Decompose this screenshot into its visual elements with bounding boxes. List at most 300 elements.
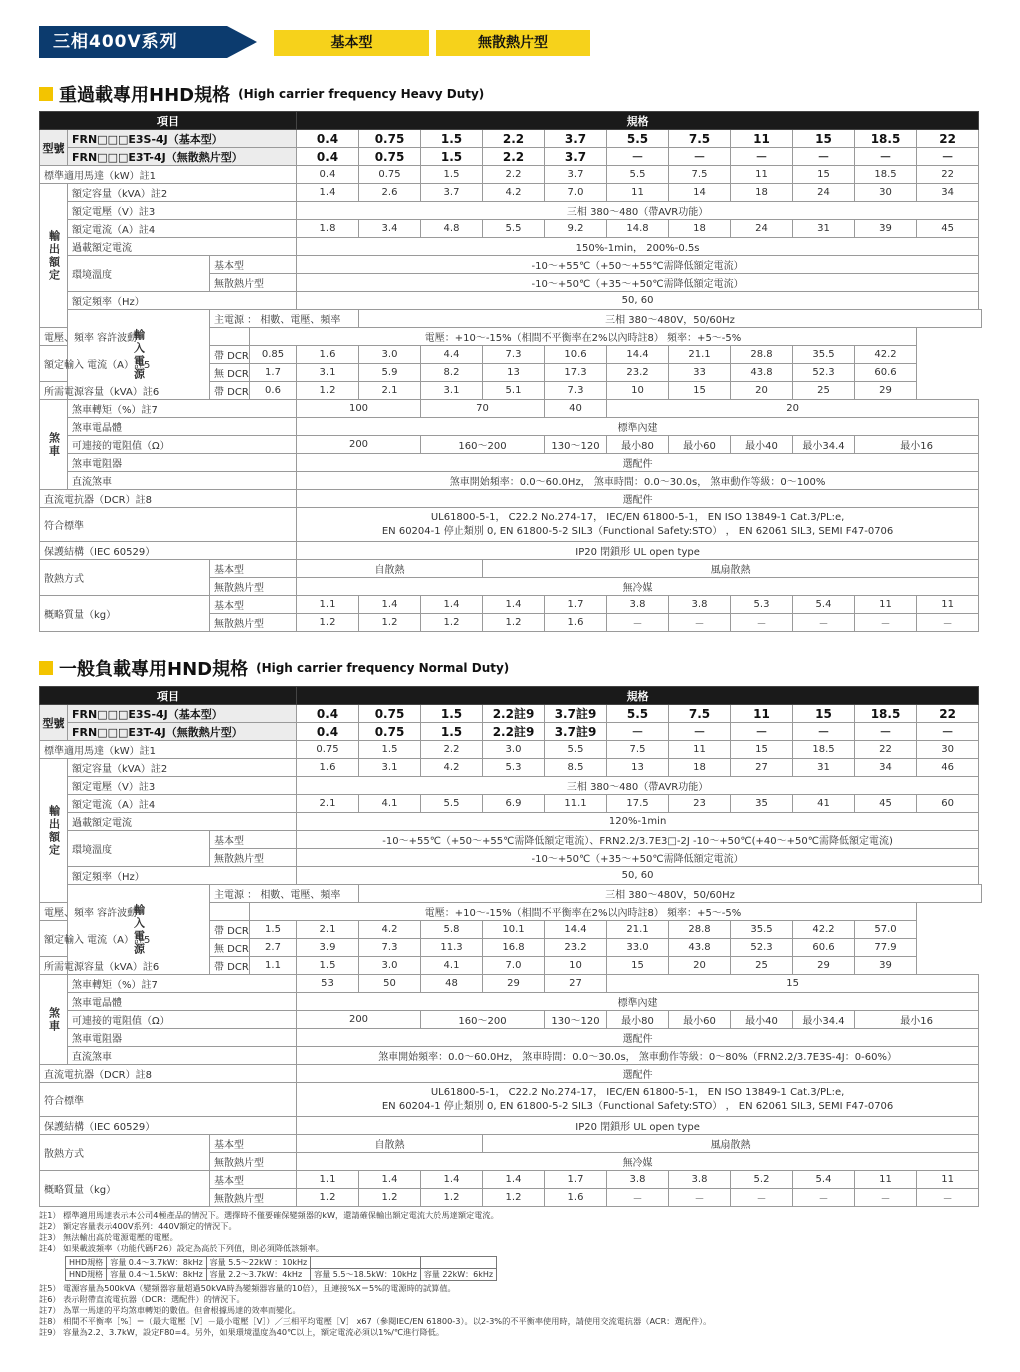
table-cell: 容量 2.2～3.7kW：4kHz [206, 1269, 311, 1281]
table-cell: 14 [669, 184, 731, 202]
header-item: 項目 [40, 687, 297, 705]
input-group-label: 輸入電源 [68, 310, 210, 400]
cooling-label: 散熱方式 [40, 1135, 210, 1171]
table-cell: － [855, 614, 917, 632]
table-row [66, 1257, 497, 1269]
table-cell: － [669, 723, 731, 741]
table-cell: 最小34.4 [793, 1011, 855, 1029]
table-cell: 1.4 [421, 596, 483, 614]
table-cell: -10～+55℃（+50～+55℃需降低額定電流）、FRN2.2/3.7E3□-2J -10～+50℃(+40～+50℃需降低額定電流) [297, 831, 979, 849]
table-cell: 7.0 [483, 957, 545, 975]
brake-transistor-label: 煞車電晶體 [68, 418, 297, 436]
table-cell: 7.0 [545, 184, 607, 202]
motor-label: 標準適用馬達（kW）註1 [40, 166, 297, 184]
table-cell: 130～120 [545, 1011, 607, 1029]
standards-cell [297, 508, 979, 542]
table-cell: 25 [793, 382, 855, 400]
table-cell: 18.5 [855, 705, 917, 723]
voltage-row [40, 202, 982, 220]
table-cell: 5.5 [607, 705, 669, 723]
table-cell: 8.2 [421, 364, 483, 382]
table-cell: 11 [731, 705, 793, 723]
standards-cell [297, 1083, 979, 1117]
table-cell: 1.1 [297, 596, 359, 614]
table-cell: -10～+50℃（+35～+50℃需降低額定電流） [297, 274, 979, 292]
table-cell: 52.3 [731, 939, 793, 957]
fluct-label: 電壓、頻率 容許波動 [40, 328, 250, 346]
table-cell: 電壓：+10～-15%（相間不平衡率在2%以內時註8） 頻率：+5～-5% [250, 903, 917, 921]
protection-label: 保護結構（IEC 60529） [40, 1117, 297, 1135]
table-cell: HND規格 [66, 1269, 107, 1281]
table-cell: 45 [917, 220, 979, 238]
model-row-fanless [40, 723, 982, 741]
table-cell: 3.1 [359, 759, 421, 777]
table-cell: 最小40 [731, 436, 793, 454]
table-cell: 9.2 [545, 220, 607, 238]
table-cell [311, 1257, 421, 1269]
table-cell: 29 [855, 382, 917, 400]
min-resistor-row [40, 436, 982, 454]
table-cell: 13 [483, 364, 545, 382]
standards-line-2: EN 60204-1 停止類別 0, EN 61800-5-2 SIL3（Functional Safety:STO） ， EN 62061 SIL3, SEMI F47-0706 [381, 525, 894, 537]
table-cell: 28.8 [731, 346, 793, 364]
note-5: 註5） 電源容量為500kVA（變頻器容量超過50kVA時為變頻器容量的10倍），且連接%X＝5%的電源時的試算值。 [39, 1283, 456, 1293]
table-cell: 0.75 [359, 130, 421, 148]
min-resistor-label: 可連接的電阻值（Ω） [68, 436, 297, 454]
brake-torque-label: 煞車轉矩（%）註7 [68, 400, 297, 418]
model-row-basic [40, 130, 982, 148]
fanless-type-tab: 無散熱片型 [436, 30, 590, 56]
table-cell: － [607, 1189, 669, 1207]
table-cell: 1.2 [483, 614, 545, 632]
mass-basic-row [40, 596, 982, 614]
table-cell: 27 [731, 759, 793, 777]
rated-input-label: 額定輸入 電流（A）註5 [40, 346, 210, 382]
cooling-basic-row [40, 560, 982, 578]
table-cell: 18.5 [855, 130, 917, 148]
table-cell: － [855, 148, 917, 166]
table-cell: 風扇散熱 [483, 560, 979, 578]
table-cell: 0.75 [297, 741, 359, 759]
table-cell: 4.2 [483, 184, 545, 202]
table-cell: -10～+55℃（+50～+55℃需降低額定電流） [297, 256, 979, 274]
table-cell: 30 [855, 184, 917, 202]
table-cell: 39 [855, 220, 917, 238]
table-cell: 40 [545, 400, 607, 418]
rated-freq-row [40, 867, 982, 885]
dc-brake-row [40, 472, 982, 490]
table-cell: 最小80 [607, 436, 669, 454]
table-cell: 50, 60 [297, 292, 979, 310]
table-cell: 2.2註9 [483, 723, 545, 741]
table-cell: 70 [421, 400, 545, 418]
input-dcr-row [40, 346, 982, 364]
table-cell: 三相 380～480（帶AVR功能） [297, 202, 979, 220]
hhd-section-title [39, 82, 484, 106]
overload-label: 過載額定電流 [68, 238, 297, 256]
hnd-subtitle: (High carrier frequency Normal Duty) [256, 661, 510, 675]
standards-line-2: EN 60204-1 停止類別 0, EN 61800-5-2 SIL3（Functional Safety:STO） ， EN 62061 SIL3, SEMI F47-0706 [381, 1100, 894, 1112]
brake-torque-row [40, 975, 982, 993]
table-cell: IP20 閉鎖形 UL open type [297, 542, 979, 560]
ambient-fanless-label: 無散熱片型 [210, 849, 297, 867]
basic-model-label: FRN□□□E3S-4J（基本型） [68, 705, 297, 723]
table-cell: 1.5 [421, 166, 483, 184]
table-cell: 20 [607, 400, 979, 418]
table-cell: 7.3 [483, 346, 545, 364]
table-cell: 最小16 [855, 436, 979, 454]
table-cell: 最小60 [669, 1011, 731, 1029]
table-cell: 6.9 [483, 795, 545, 813]
table-cell: 1.2 [483, 1189, 545, 1207]
current-label: 額定電流（A）註4 [68, 220, 297, 238]
table-cell: 18.5 [855, 166, 917, 184]
table-cell: 3.9 [297, 939, 359, 957]
table-cell: 4.2 [359, 921, 421, 939]
fluct-row [40, 328, 982, 346]
table-cell: 最小34.4 [793, 436, 855, 454]
dcr-label: 直流電抗器（DCR）註8 [40, 1065, 297, 1083]
table-cell: 23.2 [545, 939, 607, 957]
table-cell: 0.4 [297, 723, 359, 741]
current-row [40, 795, 982, 813]
table-cell: － [793, 723, 855, 741]
voltage-label: 額定電壓（V）註3 [68, 202, 297, 220]
table-cell: 11 [855, 596, 917, 614]
table-cell: 2.1 [297, 921, 359, 939]
model-label: 型號 [40, 705, 68, 741]
table-cell: 25 [731, 957, 793, 975]
table-cell: 3.7註9 [545, 705, 607, 723]
table-cell: 0.85 [250, 346, 297, 364]
table-cell: 4.2 [421, 759, 483, 777]
table-cell [420, 1257, 496, 1269]
table-cell: 11.3 [421, 939, 483, 957]
table-cell: 22 [917, 130, 979, 148]
capacity-label: 額定容量（kVA）註2 [68, 184, 297, 202]
table-cell: 容量 5.5～22kW ：10kHz [206, 1257, 311, 1269]
table-cell: 選配件 [297, 490, 979, 508]
table-cell: 42.2 [855, 346, 917, 364]
table-cell: 自散熱 [297, 1135, 483, 1153]
table-cell: 7.5 [669, 166, 731, 184]
current-label: 額定電流（A）註4 [68, 795, 297, 813]
table-cell: 1.4 [359, 596, 421, 614]
table-cell: 14.8 [607, 220, 669, 238]
table-cell: 21.1 [607, 921, 669, 939]
brake-group-label: 煞車 [40, 975, 68, 1065]
note-4: 註4） 如果載波頻率（功能代碼F26）設定為高於下列值，則必須降低該頻率。 [39, 1243, 324, 1253]
table-cell: 77.9 [855, 939, 917, 957]
table-cell: 1.5 [421, 148, 483, 166]
table-cell: 4.8 [421, 220, 483, 238]
table-cell: － [917, 614, 979, 632]
table-cell: 3.1 [297, 364, 359, 382]
table-cell: 3.7註9 [545, 723, 607, 741]
standards-row [40, 508, 982, 542]
motor-row [40, 166, 982, 184]
table-cell: － [917, 723, 979, 741]
table-cell: 43.8 [669, 939, 731, 957]
table-cell: 1.2 [359, 614, 421, 632]
table-cell: 1.2 [297, 382, 359, 400]
table-cell: 1.4 [297, 184, 359, 202]
hnd-title: 一般負載專用HND規格 [59, 659, 249, 680]
table-cell: 最小16 [855, 1011, 979, 1029]
table-cell: 45 [855, 795, 917, 813]
standards-line-1: UL61800-5-1， C22.2 No.274-17， IEC/EN 61800-5-1， EN ISO 13849-1 Cat.3/PL:e, [430, 1086, 845, 1098]
table-cell: 5.2 [731, 1171, 793, 1189]
brake-torque-row [40, 400, 982, 418]
rated-freq-row [40, 292, 982, 310]
cooling-fanless-label: 無散熱片型 [210, 578, 297, 596]
note-8: 註8） 相間不平衡率［%］＝（最大電壓［V］－最小電壓［V］）／三相平均電壓［V］ x67（參閱IEC/EN 61800-3）。以2-3%的不平衡率使用時，請使用交流電抗器（ACR：選配件）。 [39, 1316, 712, 1326]
required-cap-label: 所需電源容量（kVA）註6 [40, 382, 210, 400]
table-cell: 5.5 [607, 166, 669, 184]
table-cell: 15 [669, 382, 731, 400]
series-tab-arrow [227, 26, 257, 58]
table-cell: 標準內建 [297, 993, 979, 1011]
table-cell: 1.5 [421, 723, 483, 741]
min-resistor-label: 可連接的電阻值（Ω） [68, 1011, 297, 1029]
table-cell: 1.6 [297, 346, 359, 364]
table-cell: 風扇散熱 [483, 1135, 979, 1153]
table-cell: － [855, 1189, 917, 1207]
table-cell: 1.2 [421, 614, 483, 632]
table-cell: 1.7 [250, 364, 297, 382]
output-group-label: 輸出額定 [40, 184, 68, 328]
mass-fanless-label: 無散熱片型 [210, 1189, 297, 1207]
series-header [39, 26, 559, 58]
table-cell: 35 [731, 795, 793, 813]
table-cell: 60.6 [855, 364, 917, 382]
table-cell: 11 [731, 130, 793, 148]
table-cell: 5.8 [421, 921, 483, 939]
table-cell: IP20 閉鎖形 UL open type [297, 1117, 979, 1135]
table-cell: － [793, 148, 855, 166]
table-cell: 1.1 [297, 1171, 359, 1189]
table-cell: － [917, 1189, 979, 1207]
table-header-row [40, 112, 982, 130]
overload-row [40, 238, 982, 256]
table-cell: 1.2 [297, 614, 359, 632]
with-dcr-label: 帶 DCR [210, 921, 250, 939]
table-cell: 13 [607, 759, 669, 777]
ambient-label: 環境溫度 [68, 831, 210, 867]
carrier-frequency-table [65, 1256, 497, 1281]
rated-freq-label: 額定頻率（Hz） [68, 292, 297, 310]
table-cell: － [669, 148, 731, 166]
table-cell: 4.1 [359, 795, 421, 813]
table-cell: 57.0 [855, 921, 917, 939]
header-item: 項目 [40, 112, 297, 130]
model-label: 型號 [40, 130, 68, 166]
table-cell: － [731, 723, 793, 741]
current-row [40, 220, 982, 238]
brake-transistor-row [40, 993, 982, 1011]
table-cell: 35.5 [731, 921, 793, 939]
fanless-model-label: FRN□□□E3T-4J（無散熱片型） [68, 723, 297, 741]
table-cell: 5.1 [483, 382, 545, 400]
table-cell: 3.8 [607, 1171, 669, 1189]
voltage-row [40, 777, 982, 795]
table-cell: 23 [669, 795, 731, 813]
cooling-label: 散熱方式 [40, 560, 210, 596]
note-6: 註6） 表示附帶直流電抗器（DCR：選配件）的情況下。 [39, 1294, 245, 1304]
table-cell: 17.3 [545, 364, 607, 382]
mass-fanless-label: 無散熱片型 [210, 614, 297, 632]
mass-basic-label: 基本型 [210, 596, 297, 614]
table-cell: 20 [669, 957, 731, 975]
table-cell: 3.1 [421, 382, 483, 400]
table-cell: 2.1 [359, 382, 421, 400]
hhd-subtitle: (High carrier frequency Heavy Duty) [238, 87, 485, 101]
table-cell: 自散熱 [297, 560, 483, 578]
hnd-section-title [39, 656, 509, 680]
table-cell: － [731, 614, 793, 632]
table-cell: － [917, 148, 979, 166]
table-cell: 8.5 [545, 759, 607, 777]
dc-brake-label: 直流煞車 [68, 472, 297, 490]
table-cell: 5.5 [545, 741, 607, 759]
table-cell: 15 [793, 166, 855, 184]
table-cell: 5.4 [793, 596, 855, 614]
table-cell: － [607, 614, 669, 632]
table-cell: 11 [855, 1171, 917, 1189]
note-2: 註2） 額定容量表示400V系列：440V額定的情況下。 [39, 1221, 237, 1231]
table-cell: 160～200 [421, 436, 545, 454]
table-cell: 1.6 [297, 759, 359, 777]
ambient-basic-row [40, 831, 982, 849]
main-power-label: 主電源 ： 相數、電壓、頻率 [210, 885, 359, 903]
table-cell: 53 [297, 975, 359, 993]
brake-torque-label: 煞車轉矩（%）註7 [68, 975, 297, 993]
table-cell: 電壓：+10～-15%（相間不平衡率在2%以內時註8） 頻率：+5～-5% [250, 328, 917, 346]
table-cell: 22 [917, 705, 979, 723]
table-cell: 5.3 [731, 596, 793, 614]
cooling-basic-label: 基本型 [210, 560, 297, 578]
table-cell: － [669, 1189, 731, 1207]
table-cell: 130～120 [545, 436, 607, 454]
table-cell: 42.2 [793, 921, 855, 939]
table-cell: 1.2 [359, 1189, 421, 1207]
without-dcr-label: 無 DCR [210, 364, 250, 382]
table-cell: 14.4 [607, 346, 669, 364]
table-cell: 23.2 [607, 364, 669, 382]
table-cell: 16.8 [483, 939, 545, 957]
table-cell: － [793, 614, 855, 632]
table-cell: 18.5 [793, 741, 855, 759]
cooling-basic-row [40, 1135, 982, 1153]
table-cell: 選配件 [297, 1065, 979, 1083]
required-cap-row [40, 382, 982, 400]
table-cell: 24 [731, 220, 793, 238]
section-marker [39, 661, 53, 675]
table-cell: 33 [669, 364, 731, 382]
table-cell: 100 [297, 400, 421, 418]
hhd-spec-table [39, 111, 982, 632]
table-cell: 22 [855, 741, 917, 759]
table-cell: 1.5 [359, 741, 421, 759]
standards-label: 符合標準 [40, 508, 297, 542]
table-cell: 0.75 [359, 148, 421, 166]
table-cell: 120%-1min [297, 813, 979, 831]
main-power-row [40, 310, 982, 328]
model-row-basic [40, 705, 982, 723]
standards-label: 符合標準 [40, 1083, 297, 1117]
table-cell: 無冷媒 [297, 578, 979, 596]
table-cell: 最小40 [731, 1011, 793, 1029]
note-1: 註1） 標準適用馬達表示本公司4極產品的情況下。選擇時不僅要確保變頻器的kW，還請確保輸出額定電流大於馬達額定電流。 [39, 1210, 499, 1220]
table-cell: 30 [917, 741, 979, 759]
dc-brake-row [40, 1047, 982, 1065]
table-cell: 1.7 [545, 1171, 607, 1189]
ambient-basic-label: 基本型 [210, 256, 297, 274]
table-cell: 1.5 [297, 957, 359, 975]
cooling-fanless-label: 無散熱片型 [210, 1153, 297, 1171]
table-cell: 0.75 [359, 705, 421, 723]
hhd-title: 重過載專用HHD規格 [59, 85, 231, 106]
table-cell: 5.5 [607, 130, 669, 148]
table-cell: 2.2 [483, 166, 545, 184]
min-resistor-row [40, 1011, 982, 1029]
table-cell: 11 [731, 166, 793, 184]
table-cell: 160～200 [421, 1011, 545, 1029]
dc-brake-label: 直流煞車 [68, 1047, 297, 1065]
table-cell: 2.2 [483, 148, 545, 166]
table-cell: 1.5 [421, 130, 483, 148]
table-cell: 15 [607, 975, 979, 993]
table-cell: 1.1 [250, 957, 297, 975]
table-cell: 2.2 [483, 130, 545, 148]
table-cell: 標準內建 [297, 418, 979, 436]
table-cell: 39 [855, 957, 917, 975]
dcr-label: 直流電抗器（DCR）註8 [40, 490, 297, 508]
table-cell: 5.3 [483, 759, 545, 777]
table-cell: 29 [483, 975, 545, 993]
protection-label: 保護結構（IEC 60529） [40, 542, 297, 560]
table-cell: 11 [917, 1171, 979, 1189]
brake-group-label: 煞車 [40, 400, 68, 490]
rated-freq-label: 額定頻率（Hz） [68, 867, 297, 885]
table-cell: 選配件 [297, 454, 979, 472]
table-cell: 0.4 [297, 166, 359, 184]
table-cell: 2.2註9 [483, 705, 545, 723]
table-cell: -10～+50℃（+35～+50℃需降低額定電流） [297, 849, 979, 867]
table-cell: 17.5 [607, 795, 669, 813]
table-cell: 18 [731, 184, 793, 202]
series-tab: 三相400V系列 [39, 26, 227, 58]
table-cell: 1.4 [483, 1171, 545, 1189]
note-7: 註7） 為單一馬達的平均煞車轉矩的數值。但會根據馬達的效率而變化。 [39, 1305, 301, 1315]
table-cell: 3.7 [545, 130, 607, 148]
table-cell: 1.8 [297, 220, 359, 238]
table-cell: 33.0 [607, 939, 669, 957]
ambient-basic-label: 基本型 [210, 831, 297, 849]
table-cell: 0.4 [297, 148, 359, 166]
table-cell: 7.5 [669, 130, 731, 148]
overload-row [40, 813, 982, 831]
brake-resistor-label: 煞車電阻器 [68, 454, 297, 472]
table-cell: 41 [793, 795, 855, 813]
table-cell: 最小80 [607, 1011, 669, 1029]
table-cell: 選配件 [297, 1029, 979, 1047]
table-cell: 31 [793, 220, 855, 238]
table-cell: 1.2 [297, 1189, 359, 1207]
dcr-row [40, 490, 982, 508]
table-cell: 18 [669, 759, 731, 777]
table-cell: 3.0 [359, 957, 421, 975]
